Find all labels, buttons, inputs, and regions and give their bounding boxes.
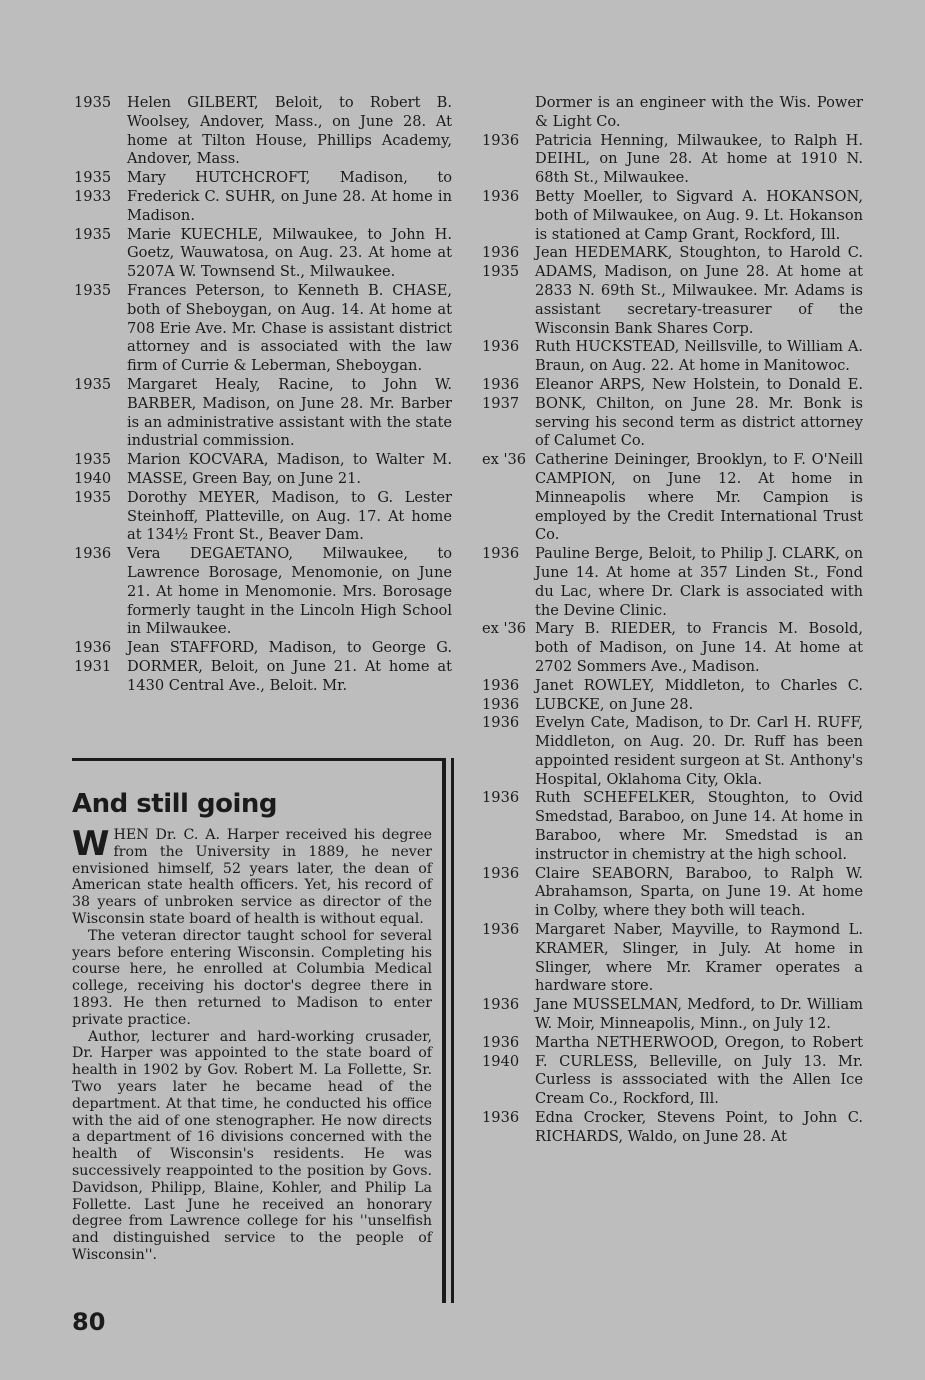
- class-year: 1936: [482, 244, 520, 262]
- class-years: [482, 714, 535, 789]
- entry-text: Janet ROWLEY, Middleton, to Charles C. LUBCKE, on June 28.: [535, 676, 863, 713]
- class-year: 1936: [482, 187, 520, 205]
- sidebar-paragraph: [72, 824, 432, 928]
- entry-text: Martha NETHERWOOD, Oregon, to Robert F. CURLESS, Belleville, on July 13. Mr. Curless is asssociated with the Allen Ice Cream Co., Rockford, Ill.: [535, 1033, 863, 1108]
- class-year: 1936: [482, 131, 520, 149]
- entry-text: Betty Moeller, to Sigvard A. HOKANSON, both of Milwaukee, on Aug. 9. Lt. Hokanson is stationed at Camp Grant, Rockford, Ill.: [535, 187, 863, 243]
- entry-text: Dorothy MEYER, Madison, to G. Lester Steinhoff, Platteville, on Aug. 17. At home at 134½ Front St., Beaver Dam.: [127, 488, 452, 544]
- class-years: [74, 94, 127, 169]
- marriage-entry: [74, 545, 452, 639]
- class-year: 1936: [482, 921, 520, 939]
- class-year: 1935: [74, 225, 112, 243]
- class-years: [74, 545, 127, 639]
- class-years: [74, 639, 127, 695]
- sidebar-paragraph: The veteran director taught school for several years before entering Wisconsin. Completing his course here, he enrolled at Columbia Medical college, receiving his doctor's degree there in 1893. He then returned to Madison to enter private practice.: [72, 927, 432, 1028]
- class-years: [74, 169, 127, 225]
- entry-continuation: Dormer is an engineer with the Wis. Power & Light Co.: [535, 94, 863, 130]
- marriage-entry: [74, 282, 452, 376]
- class-year: 1936: [482, 996, 520, 1014]
- class-year: 1933: [74, 187, 112, 205]
- class-year: 1935: [74, 169, 112, 187]
- entry-text: Margaret Naber, Mayville, to Raymond L. KRAMER, Slinger, in July. At home in Slinger, where Mr. Kramer operates a hardware store.: [535, 921, 863, 995]
- sidebar-title: And still going: [72, 789, 277, 819]
- class-year: 1940: [482, 1052, 520, 1070]
- class-year: 1936: [74, 639, 112, 657]
- class-years: [482, 996, 535, 1034]
- class-years: [74, 226, 127, 282]
- marriage-entry: [482, 451, 863, 545]
- entry-text: Marion KOCVARA, Madison, to Walter M. MASSE, Green Bay, on June 21.: [127, 451, 452, 487]
- class-years: [482, 376, 535, 451]
- class-years: [482, 451, 535, 545]
- entry-text: Mary HUTCHCROFT, Madison, to Frederick C. SUHR, on June 28. At home in Madison.: [127, 169, 452, 224]
- sidebar-body: [72, 824, 432, 1264]
- class-year: 1937: [482, 394, 520, 412]
- class-year: 1936: [482, 676, 520, 694]
- marriage-entry: [74, 226, 452, 282]
- class-years: [482, 545, 535, 620]
- marriage-entry: [482, 1109, 863, 1147]
- marriage-entry: [74, 489, 452, 545]
- marriage-entry: [482, 865, 863, 921]
- class-years: [482, 620, 535, 676]
- entry-text: Jean HEDEMARK, Stoughton, to Harold C. ADAMS, Madison, on June 28. At home at 2833 N. 69th St., Milwaukee. Mr. Adams is assistant secretary-treasurer of the Wisconsin Bank Shares Corp.: [535, 244, 863, 337]
- marriage-entry: [482, 244, 863, 338]
- sidebar-paragraph: Author, lecturer and hard-working crusader, Dr. Harper was appointed to the state board of health in 1902 by Gov. Robert M. La Follette, Sr. Two years later he became head of the department. At that time, he conducted his office with the aid of one stenographer. He now directs a department of 16 divisions concerned with the health of Wisconsin's residents. He was successively reappointed to the position by Govs. Davidson, Philipp, Blaine, Kohler, and Philip La Follette. Last June he received an honorary degree from Lawrence college for his ''unselfish and distinguished service to the people of Wisconsin''.: [72, 1028, 432, 1263]
- sidebar-paragraph-text: HEN Dr. C. A. Harper received his degree from the University in 1889, he never envisioned himself, 52 years later, the dean of American state health officers. Yet, his record of 38 years of unbroken service as director of the Wisconsin state board of health is without equal.: [72, 827, 432, 927]
- marriage-entry: [482, 132, 863, 188]
- right-column: [482, 94, 863, 1147]
- class-years: [74, 489, 127, 545]
- class-year: 1935: [74, 281, 112, 299]
- sidebar-box: [72, 758, 446, 1303]
- class-years: [482, 244, 535, 338]
- entry-text: Marie KUECHLE, Milwaukee, to John H. Goetz, Wauwatosa, on Aug. 23. At home at 5207A W. Townsend St., Milwaukee.: [127, 225, 452, 281]
- class-year: 1935: [482, 263, 520, 281]
- class-year: 1931: [74, 657, 112, 675]
- left-column: [74, 94, 452, 696]
- entry-text: Ruth HUCKSTEAD, Neillsville, to William A. Braun, on Aug. 22. At home in Manitowoc.: [535, 338, 863, 375]
- entry-text: Vera DEGAETANO, Milwaukee, to Lawrence Borosage, Menomonie, on June 21. At home in Menomonie. Mrs. Borosage formerly taught in the Lincoln High School in Milwaukee.: [127, 545, 452, 638]
- class-year: 1936: [74, 545, 112, 563]
- class-year: 1936: [482, 338, 520, 356]
- class-years: [74, 376, 127, 451]
- marriage-entry: [482, 338, 863, 376]
- entry-text: Pauline Berge, Beloit, to Philip J. CLARK, on June 14. At home at 357 Linden St., Fond du Lac, where Dr. Clark is associated with the Devine Clinic.: [535, 545, 863, 619]
- marriage-entry: [482, 620, 863, 676]
- class-year: 1936: [482, 695, 520, 713]
- entry-text: Catherine Deininger, Brooklyn, to F. O'Neill CAMPION, on June 12. At home in Minneapolis where Mr. Campion is employed by the Credit International Trust Co.: [535, 451, 863, 544]
- entry-text: Ruth SCHEFELKER, Stoughton, to Ovid Smedstad, Baraboo, on June 14. At home in Baraboo, where Mr. Smedstad is an instructor in chemistry at the high school.: [535, 789, 863, 863]
- class-years: [482, 132, 535, 188]
- class-year: ex '36: [482, 451, 527, 469]
- marriage-entry: [482, 714, 863, 789]
- entry-text: Jane MUSSELMAN, Medford, to Dr. William W. Moir, Minneapolis, Minn., on July 12.: [535, 996, 863, 1033]
- marriage-entry: [482, 188, 863, 244]
- marriage-entry: [74, 376, 452, 451]
- marriage-entry: [482, 789, 863, 864]
- class-years: [482, 921, 535, 996]
- class-year: 1935: [74, 451, 112, 469]
- marriage-entry: [74, 169, 452, 225]
- class-year: 1936: [482, 789, 520, 807]
- class-years: [74, 451, 127, 489]
- entry-text: Frances Peterson, to Kenneth B. CHASE, both of Sheboygan, on Aug. 14. At home at 708 Erie Ave. Mr. Chase is assistant district attorney and is associated with the law firm of Currie & Leberman, Sheboygan.: [127, 281, 452, 375]
- class-years: [482, 1109, 535, 1147]
- class-years: [482, 677, 535, 715]
- class-years: [482, 789, 535, 864]
- marriage-entry: [482, 996, 863, 1034]
- class-years: [482, 338, 535, 376]
- marriage-entry: [482, 376, 863, 451]
- entry-text: Patricia Henning, Milwaukee, to Ralph H. DEIHL, on June 28. At home at 1910 N. 68th St., Milwaukee.: [535, 131, 863, 187]
- entry-text: Claire SEABORN, Baraboo, to Ralph W. Abrahamson, Sparta, on June 19. At home in Colby, where they both will teach.: [535, 864, 863, 920]
- class-years: [482, 865, 535, 921]
- class-year: 1936: [482, 545, 520, 563]
- class-year: 1936: [482, 864, 520, 882]
- entry-text: Evelyn Cate, Madison, to Dr. Carl H. RUFF, Middleton, on Aug. 20. Dr. Ruff has been appointed resident surgeon at St. Anthony's Hospital, Oklahoma City, Okla.: [535, 714, 863, 788]
- marriage-entry: [74, 639, 452, 695]
- class-years: [482, 1034, 535, 1109]
- class-year: 1936: [482, 375, 520, 393]
- class-year: 1936: [482, 714, 520, 732]
- marriage-entry: [482, 545, 863, 620]
- class-year: 1935: [74, 488, 112, 506]
- marriage-entry: [74, 94, 452, 169]
- marriage-entry: [482, 921, 863, 996]
- marriage-entry: [482, 677, 863, 715]
- class-year: ex '36: [482, 620, 527, 638]
- entry-text: Mary B. RIEDER, to Francis M. Bosold, both of Madison, on June 14. At home at 2702 Sommers Ave., Madison.: [535, 620, 863, 675]
- page-number: 80: [72, 1308, 106, 1336]
- class-year: 1935: [74, 94, 112, 111]
- class-year: 1940: [74, 469, 112, 487]
- class-years: [74, 282, 127, 376]
- entry-text: Jean STAFFORD, Madison, to George G. DORMER, Beloit, on June 21. At home at 1430 Central Ave., Beloit. Mr.: [127, 639, 452, 694]
- class-year: 1936: [482, 1033, 520, 1051]
- entry-text: Margaret Healy, Racine, to John W. BARBER, Madison, on June 28. Mr. Barber is an administrative assistant with the state industrial commission.: [127, 375, 452, 450]
- marriage-entry: [74, 451, 452, 489]
- entry-text: Edna Crocker, Stevens Point, to John C. RICHARDS, Waldo, on June 28. At: [535, 1109, 863, 1145]
- class-year: 1936: [482, 1109, 520, 1127]
- drop-cap: W: [72, 824, 110, 864]
- class-years: [482, 188, 535, 244]
- entry-text: Helen GILBERT, Beloit, to Robert B. Woolsey, Andover, Mass., on June 28. At home at Tilton House, Phillips Academy, Andover, Mass.: [127, 94, 452, 168]
- class-year: 1935: [74, 375, 112, 393]
- marriage-entry: [482, 1034, 863, 1109]
- entry-text: Eleanor ARPS, New Holstein, to Donald E. BONK, Chilton, on June 28. Mr. Bonk is serving his second term as district attorney of Calumet Co.: [535, 375, 863, 450]
